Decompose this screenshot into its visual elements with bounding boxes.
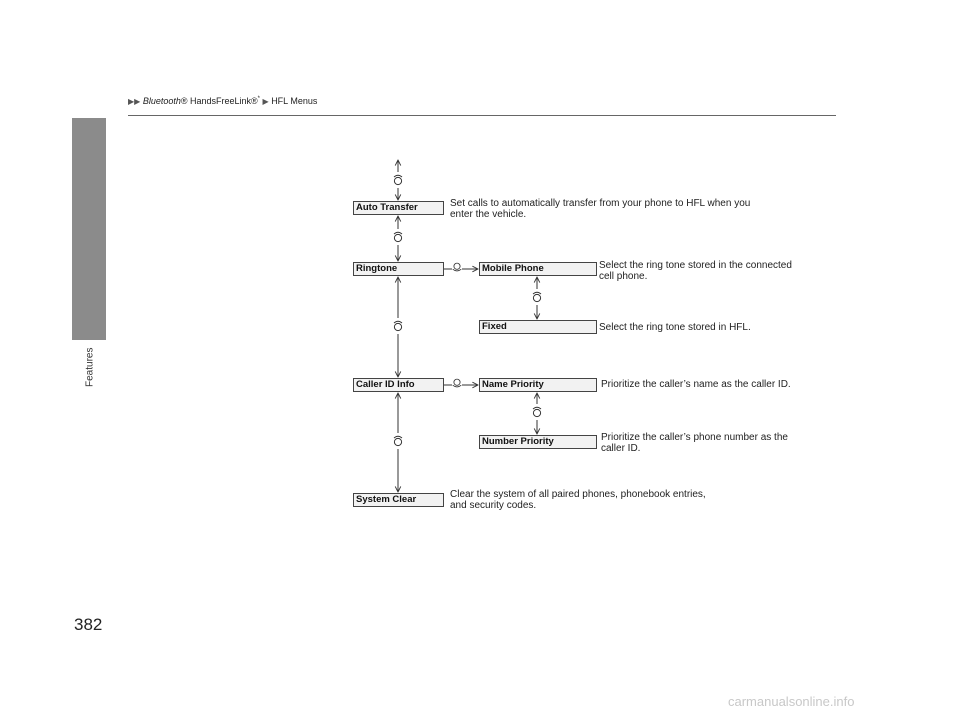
menu-item-name-priority[interactable]: Name Priority bbox=[479, 378, 597, 392]
breadcrumb-arrow-icon: ▶ bbox=[262, 97, 269, 106]
rotate-knob-icon bbox=[533, 407, 541, 416]
breadcrumb-item-hfl-menus[interactable]: HFL Menus bbox=[271, 96, 318, 106]
menu-item-caller-id-info[interactable]: Caller ID Info bbox=[353, 378, 444, 392]
rotate-knob-icon bbox=[394, 436, 402, 445]
name-priority-description: Prioritize the caller’s name as the caller ID. bbox=[601, 379, 791, 390]
desc-line: and security codes. bbox=[450, 500, 537, 511]
breadcrumb-item-bluetooth[interactable]: Bluetooth bbox=[142, 96, 181, 106]
menu-item-system-clear[interactable]: System Clear bbox=[353, 493, 444, 507]
press-knob-icon bbox=[453, 379, 462, 387]
rotate-knob-icon bbox=[394, 175, 402, 184]
rotate-knob-icon bbox=[394, 321, 402, 330]
rotate-knob-icon bbox=[394, 232, 402, 241]
system-clear-description bbox=[450, 489, 810, 511]
menu-item-number-priority[interactable]: Number Priority bbox=[479, 435, 597, 449]
desc-line: Select the ring tone stored in the connected bbox=[599, 260, 792, 271]
breadcrumb-arrow-icon: ▶▶ bbox=[128, 97, 141, 106]
desc-line: enter the vehicle. bbox=[450, 209, 527, 220]
menu-item-ringtone[interactable]: Ringtone bbox=[353, 262, 444, 276]
menu-item-fixed[interactable]: Fixed bbox=[479, 320, 597, 334]
rotate-knob-icon bbox=[533, 292, 541, 301]
auto-transfer-description bbox=[450, 198, 810, 220]
desc-line: cell phone. bbox=[599, 271, 648, 282]
breadcrumb-asterisk: * bbox=[257, 96, 260, 102]
desc-line: Set calls to automatically transfer from your phone to HFL when you bbox=[450, 198, 751, 209]
mobile-phone-description bbox=[599, 260, 959, 282]
breadcrumb-item-handsfreelink[interactable]: ® HandsFreeLink® bbox=[180, 96, 258, 106]
menu-item-mobile-phone[interactable]: Mobile Phone bbox=[479, 262, 597, 276]
page-number: 382 bbox=[74, 615, 103, 634]
number-priority-description bbox=[601, 432, 960, 454]
desc-line: Prioritize the caller’s phone number as the bbox=[601, 432, 788, 443]
menu-item-auto-transfer[interactable]: Auto Transfer bbox=[353, 201, 444, 215]
watermark: carmanualsonline.info bbox=[728, 694, 855, 709]
press-knob-icon bbox=[453, 263, 462, 271]
desc-line: Clear the system of all paired phones, phonebook entries, bbox=[450, 489, 706, 500]
section-label: Features bbox=[84, 347, 96, 387]
fixed-description: Select the ring tone stored in HFL. bbox=[599, 322, 751, 333]
desc-line: caller ID. bbox=[601, 443, 641, 454]
